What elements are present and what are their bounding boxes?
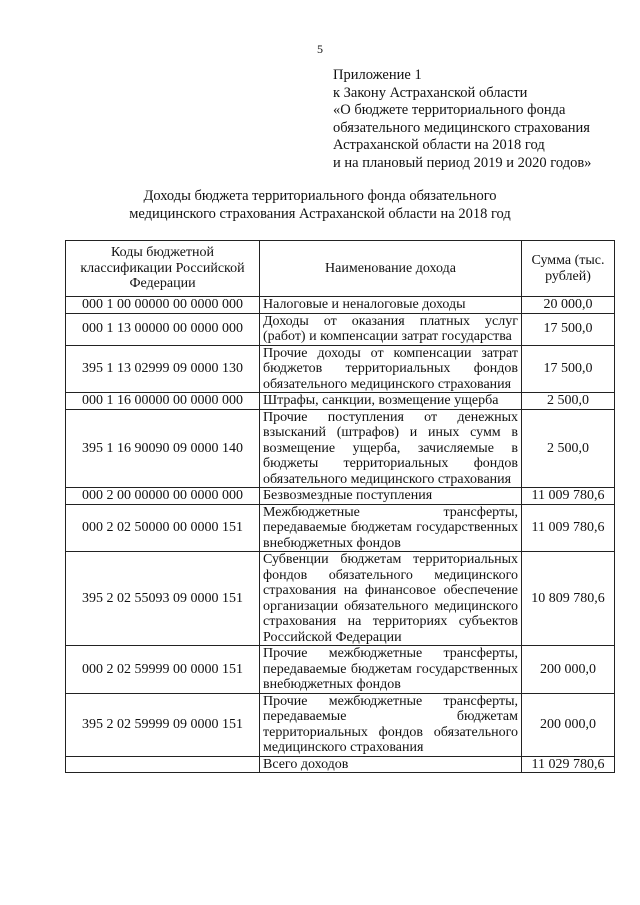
total-amount-cell: 11 029 780,6 bbox=[522, 756, 615, 773]
table-row bbox=[66, 345, 615, 393]
budget-code-cell: 395 1 16 90090 09 0000 140 bbox=[66, 409, 260, 488]
table-row bbox=[66, 313, 615, 345]
table-row bbox=[66, 552, 615, 646]
appendix-line: к Закону Астраханской области bbox=[333, 84, 528, 101]
income-name-cell: Прочие межбюджетные трансферты, передаваемые бюджетам государственных внебюджетных фондов bbox=[260, 646, 522, 694]
budget-code-cell: 395 1 13 02999 09 0000 130 bbox=[66, 345, 260, 393]
budget-code-cell: 000 1 16 00000 00 0000 000 bbox=[66, 393, 260, 410]
table-row bbox=[66, 393, 615, 410]
budget-code-cell: 000 1 00 00000 00 0000 000 bbox=[66, 297, 260, 314]
table-row bbox=[66, 693, 615, 756]
amount-cell: 11 009 780,6 bbox=[522, 488, 615, 505]
title-line: Доходы бюджета территориального фонда обязательного bbox=[143, 188, 497, 204]
table-header-row bbox=[66, 241, 615, 297]
amount-cell: 200 000,0 bbox=[522, 693, 615, 756]
appendix-line: и на плановый период 2019 и 2020 годов» bbox=[333, 154, 592, 171]
amount-cell: 17 500,0 bbox=[522, 345, 615, 393]
amount-cell: 200 000,0 bbox=[522, 646, 615, 694]
appendix-line: обязательного медицинского страхования bbox=[333, 119, 590, 136]
table-row bbox=[66, 297, 615, 314]
income-name-cell: Штрафы, санкции, возмещение ущерба bbox=[260, 393, 522, 410]
amount-cell: 10 809 780,6 bbox=[522, 552, 615, 646]
budget-code-cell: 395 2 02 59999 09 0000 151 bbox=[66, 693, 260, 756]
total-code-cell bbox=[66, 756, 260, 773]
header-code: Коды бюджетной классификации Российской Федерации bbox=[66, 241, 260, 297]
revenue-table bbox=[65, 240, 615, 773]
budget-code-cell: 395 2 02 55093 09 0000 151 bbox=[66, 552, 260, 646]
income-name-cell: Субвенции бюджетам территориальных фондов обязательного медицинского страхования на финансовое обеспечение организации обязательного медицинского страхования на территориях субъектов Российской Федерации bbox=[260, 552, 522, 646]
title-line: медицинского страхования Астраханской области на 2018 год bbox=[129, 205, 511, 222]
header-name: Наименование дохода bbox=[260, 241, 522, 297]
page-number: 5 bbox=[317, 42, 323, 56]
budget-code-cell: 000 2 02 59999 00 0000 151 bbox=[66, 646, 260, 694]
table-row bbox=[66, 504, 615, 552]
header-sum: Сумма (тыс. рублей) bbox=[522, 241, 615, 297]
appendix-header bbox=[333, 67, 591, 172]
total-label-cell: Всего доходов bbox=[260, 756, 522, 773]
total-row bbox=[66, 756, 615, 773]
appendix-line: «О бюджете территориального фонда bbox=[333, 102, 566, 118]
amount-cell: 2 500,0 bbox=[522, 393, 615, 410]
budget-code-cell: 000 2 02 50000 00 0000 151 bbox=[66, 504, 260, 552]
appendix-line: Астраханской области на 2018 год bbox=[333, 137, 545, 153]
table-row bbox=[66, 488, 615, 505]
table-row bbox=[66, 646, 615, 694]
budget-code-cell: 000 1 13 00000 00 0000 000 bbox=[66, 313, 260, 345]
document-title bbox=[0, 188, 640, 223]
income-name-cell: Прочие поступления от денежных взысканий (штрафов) и иных сумм в возмещение ущерба, зачисляемые в бюджеты территориальных фондов обязательного медицинского страхования bbox=[260, 409, 522, 488]
table-row bbox=[66, 409, 615, 488]
income-name-cell: Доходы от оказания платных услуг (работ) и компенсации затрат государства bbox=[260, 313, 522, 345]
budget-code-cell: 000 2 00 00000 00 0000 000 bbox=[66, 488, 260, 505]
amount-cell: 2 500,0 bbox=[522, 409, 615, 488]
amount-cell: 17 500,0 bbox=[522, 313, 615, 345]
income-name-cell: Прочие доходы от компенсации затрат бюджетов территориальных фондов обязательного медицинского страхования bbox=[260, 345, 522, 393]
income-name-cell: Прочие межбюджетные трансферты, передаваемые бюджетам территориальных фондов обязательного медицинского страхования bbox=[260, 693, 522, 756]
income-name-cell: Безвозмездные поступления bbox=[260, 488, 522, 505]
income-name-cell: Межбюджетные трансферты, передаваемые бюджетам государственных внебюджетных фондов bbox=[260, 504, 522, 552]
amount-cell: 20 000,0 bbox=[522, 297, 615, 314]
income-name-cell: Налоговые и неналоговые доходы bbox=[260, 297, 522, 314]
appendix-line: Приложение 1 bbox=[333, 67, 422, 83]
amount-cell: 11 009 780,6 bbox=[522, 504, 615, 552]
